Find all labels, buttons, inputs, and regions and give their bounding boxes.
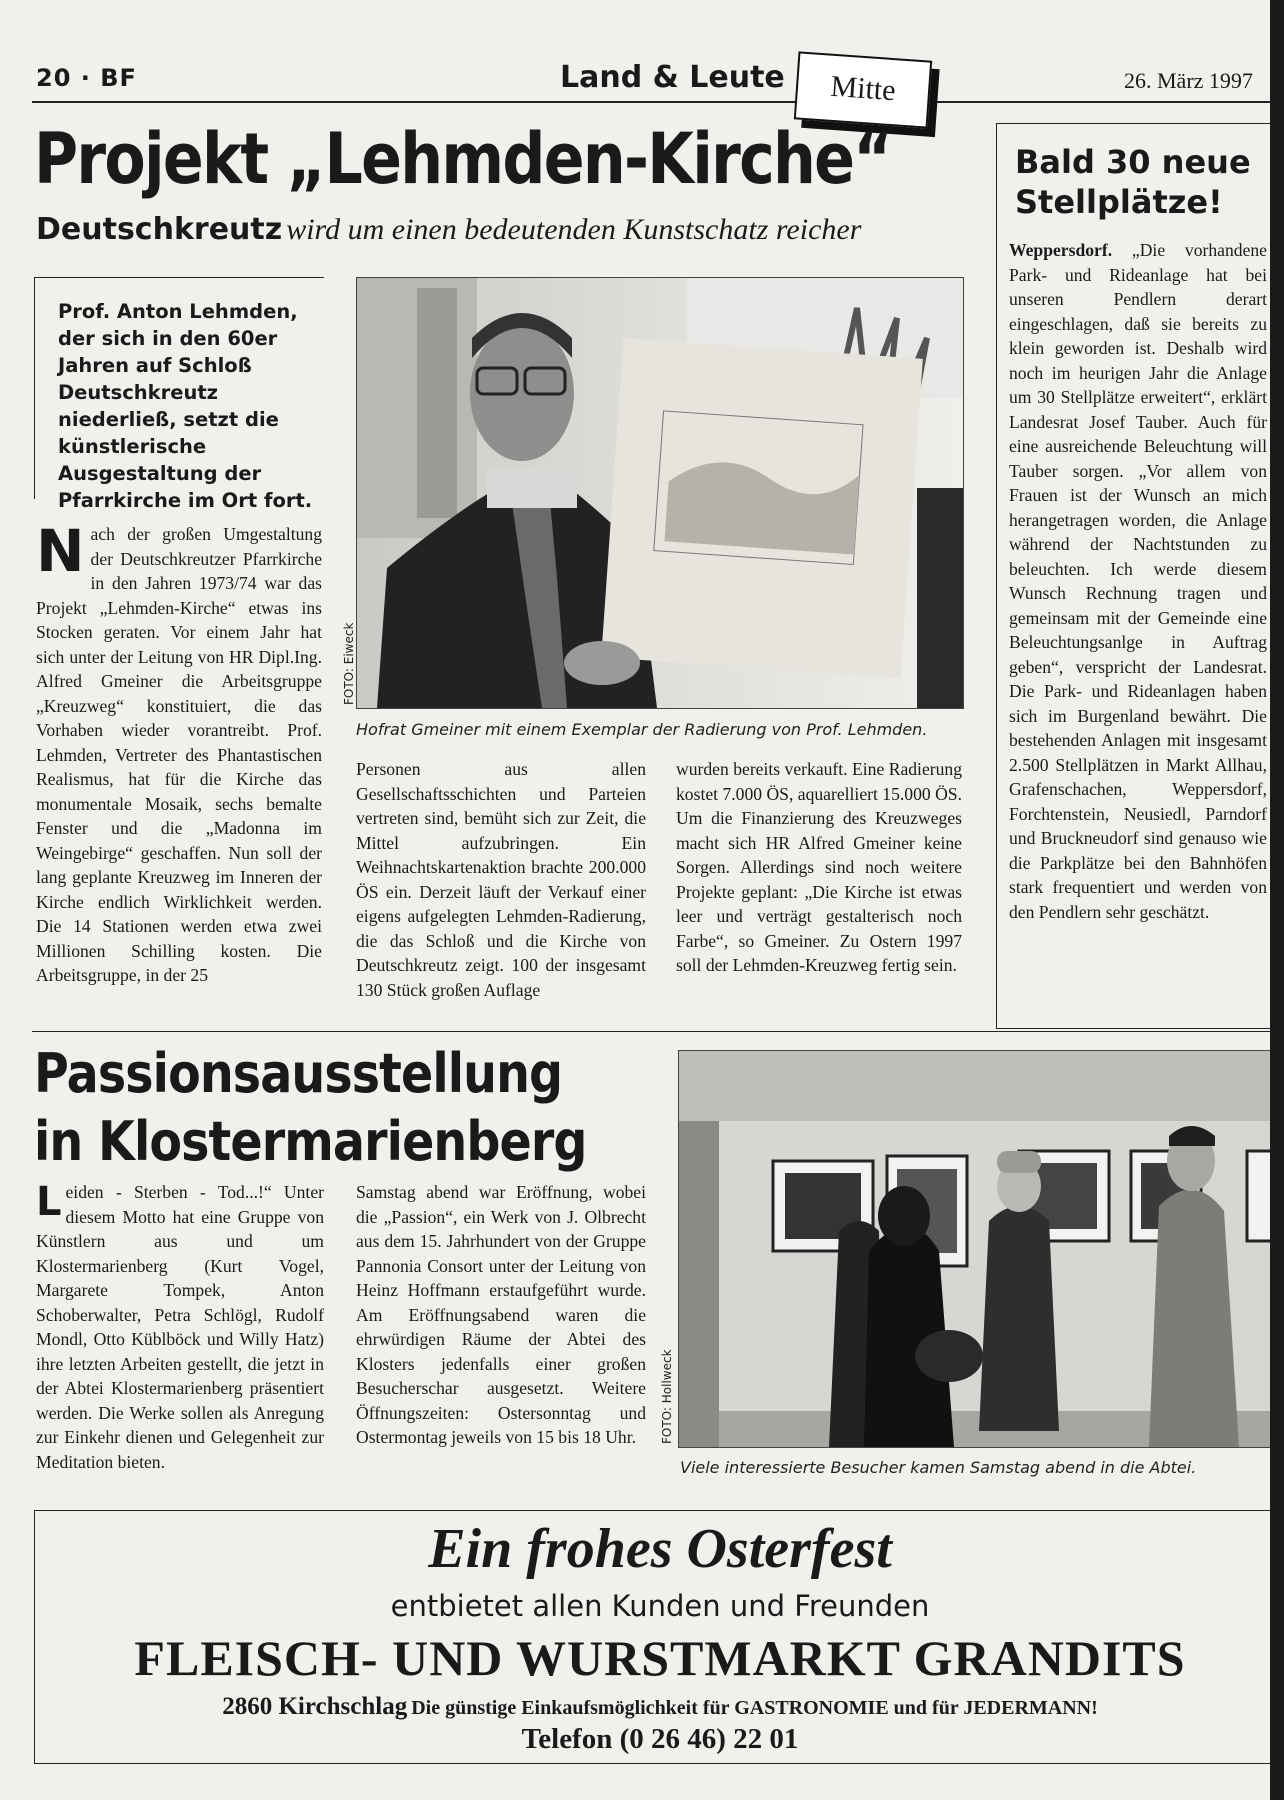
article-separator [32, 1031, 1284, 1032]
drop-cap: N [36, 517, 85, 585]
photo-credit-2: FOTO: Hollweck [660, 1349, 674, 1444]
article2-column-1 [36, 1180, 324, 1474]
region-stamp-label: Mitte [829, 69, 897, 108]
article-title: Projekt „Lehmden-Kirche“ [34, 118, 892, 200]
subtitle-place: Deutschkreutz [36, 212, 283, 247]
ad-phone: Telefon (0 26 46) 22 01 [521, 1723, 799, 1755]
article2-column-2: Samstag abend war Eröffnung, wobei die „Passion“, ein Werk von J. Olbrecht aus dem 15. Jahrhundert von der Gruppe Pannonia Consort unter der Leitung von Heinz Hoffmann erstaufgeführt wurde. Am Eröffnungsabend waren die ehrwürdigen Räume der Abtei des Klosters jedenfalls einer großen Besucherschar ausgesetzt. Weitere Öffnungszeiten: Ostersonntag und Ostermontag jeweils von 15 bis 18 Uhr. [356, 1182, 646, 1447]
ad-address-place: 2860 Kirchschlag [222, 1693, 408, 1720]
photo-caption-2: Viele interessierte Besucher kamen Samstag abend in die Abtei. [680, 1458, 1197, 1477]
ad-subline: entbietet allen Kunden und Freunden [390, 1589, 930, 1623]
photo-gmeiner [356, 277, 964, 709]
photo-caption-1: Hofrat Gmeiner mit einem Exemplar der Radierung von Prof. Lehmden. [356, 720, 928, 739]
sidebar-text [1009, 238, 1267, 924]
date-line: 26. März 1997 [1124, 68, 1253, 93]
region-stamp [794, 51, 932, 128]
column-1-text: ach der großen Umgestaltung der Deutschkreutzer Pfarrkirche in den Jahren 1973/74 war das Projekt „Lehmden-Kirche“ etwas ins Stocken geraten. Vor einem Jahr hat sich unter der Leitung von HR Dipl.Ing. Alfred Gmeiner die Arbeitsgruppe „Kreuzweg“ konstituiert, die das Vorhaben wieder vorantreibt. Prof. Lehmden, Vertreter des Phantastischen Realismus, hat für die Kirche das monumentale Mosaik, sechs bemalte Fenster und die „Madonna im Weingebirge“ geschaffen. Nun soll der lang geplante Kreuzweg im Inneren der Kirche endlich Wirklichkeit werden. Die 14 Stationen werden etwa zwei Millionen Schilling kosten. Die Arbeitsgruppe, in der 25 [36, 524, 322, 985]
photo-exhibition [678, 1050, 1284, 1448]
article2-title-line2: in Klostermarienberg [34, 1110, 587, 1173]
advertisement [34, 1510, 1284, 1764]
article-subtitle [36, 212, 861, 247]
sidebar-box [996, 123, 1284, 1029]
sidebar-place: Weppersdorf. [1009, 240, 1113, 260]
subtitle-text: wird um einen bedeutenden Kunstschatz reicher [286, 213, 862, 246]
ad-address-text: Die günstige Einkaufsmöglichkeit für GASTRONOMIE und für JEDERMANN! [411, 1697, 1098, 1719]
ad-address [35, 1693, 1284, 1721]
photo-credit-1: FOTO: Eiweck [342, 622, 356, 705]
article-column-1 [36, 517, 322, 988]
photo-gmeiner-image [357, 278, 963, 708]
drop-cap-2: L [36, 1179, 62, 1225]
article-column-2: Personen aus allen Gesellschaftsschichten und Parteien vertreten sind, bemüht sich zur Zeit, die Mittel aufzubringen. Ein Weihnachtskartenaktion brachte 200.000 ÖS ein. Derzeit läuft der Verkauf einer eigens aufgelegten Lehmden-Radierung, die das Schloß und die Kirche von Deutschkreutz zeigt. 100 der insgesamt 130 Stück großen Auflage [356, 759, 646, 1000]
photo-exhibition-image [679, 1051, 1284, 1447]
ad-company: FLEISCH- UND WURSTMARKT GRANDITS [134, 1630, 1186, 1686]
header-rule [32, 101, 1284, 103]
sidebar-title: Bald 30 neue Stellplätze! [1015, 143, 1251, 221]
article2-title-line1: Passionsausstellung [34, 1042, 563, 1105]
lead-paragraph: Prof. Anton Lehmden, der sich in den 60er Jahren auf Schloß Deutschkreutz niederließ, setzt die künstlerische Ausgestaltung der Pfarrkirche im Ort fort. [58, 300, 313, 512]
lead-box-top [34, 277, 324, 278]
article2-column-1-text: eiden - Sterben - Tod...!“ Unter diesem Motto hat eine Gruppe von Künstlern aus und um Klostermarienberg (Kurt Vogel, Margarete Tompek, Anton Schoberwalter, Petra Schlögl, Rudolf Mondl, Otto Küblböck und Willy Hatz) ihre letzten Arbeiten gestellt, die jetzt in der Abtei Klostermarienberg präsentiert werden. Die Werke sollen als Anregung zur Einkehr dienen und Gelegenheit zur Meditation bieten. [36, 1182, 324, 1472]
article-column-3: wurden bereits verkauft. Eine Radierung kostet 7.000 ÖS, aquarelliert 15.000 ÖS. Um die Finanzierung des Kreuzweges macht sich HR Alfred Gmeiner keine Sorgen. Allerdings sind noch weitere Projekte geplant: „Die Kirche ist etwas leer und verträgt gestalterisch noch Farbe“, so Gmeiner. Zu Ostern 1997 soll der Lehmden-Kreuzweg fertig sein. [676, 759, 962, 975]
ad-greeting: Ein frohes Osterfest [428, 1518, 892, 1580]
lead-box-left [34, 277, 35, 499]
page-edge [1270, 0, 1284, 1800]
section-title: Land & Leute [560, 60, 785, 95]
sidebar-body: „Die vorhandene Park- und Rideanlage hat bei unseren Pendlern derart eingeschlagen, daß sie bereits zu klein geworden ist. Deshalb wird noch im heurigen Jahr die Anlage um 30 Stellplätze erweitert“, erklärt Landesrat Josef Tauber. Auch für eine ausreichende Beleuchtung will Tauber sorgen. „Vor allem von Frauen ist der Wunsch an mich herangetragen worden, die Anlage während der Nachtstunden zu beleuchten. Ich werde diesem Wunsch Rechnung tragen und gemeinsam mit der Gemeinde eine Beleuchtungsanlge in Auftrag geben“, verspricht der Landesrat. Die Park- und Rideanlagen haben sich im Burgenland bewährt. Die bestehenden Anlagen mit insgesamt 2.500 Stellplätzen in Markt Allhau, Grafenschachen, Weppersdorf, Forchtenstein, Neusiedl, Parndorf und Bruckneudorf sind genauso wie die Parkplätze bei den Bahnhöfen stark frequentiert und werden von den Pendlern sehr geschätzt. [1009, 240, 1267, 922]
page-number: 20 · BF [36, 64, 137, 92]
